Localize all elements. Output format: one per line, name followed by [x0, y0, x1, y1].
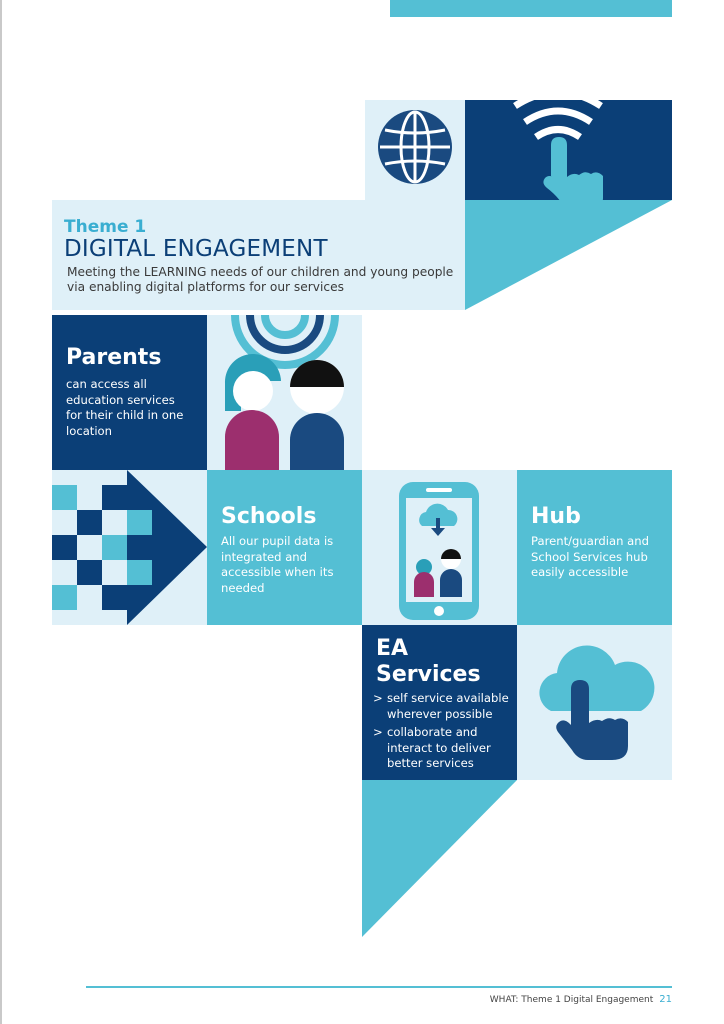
footer-text: WHAT: Theme 1 Digital Engagement	[489, 995, 654, 1005]
footer-rule	[86, 986, 672, 988]
top-accent-bar	[390, 0, 672, 17]
wifi-touch-icon	[465, 100, 672, 200]
hub-tile	[517, 470, 672, 625]
theme-label: Theme 1	[64, 217, 147, 237]
theme-triangle	[465, 200, 672, 310]
ea-services-heading: EA Services	[376, 636, 481, 687]
ea-services-tile	[362, 625, 517, 780]
arrow-icon	[127, 470, 207, 625]
page-edge-rule	[0, 0, 2, 1024]
cloud-touch-icon	[517, 625, 672, 780]
page-number: 21	[659, 994, 672, 1005]
checker-pattern	[52, 485, 127, 610]
people-tile	[207, 315, 362, 470]
ea-services-list	[373, 691, 513, 775]
globe-icon	[365, 100, 465, 200]
wifi-touch-tile	[465, 100, 672, 200]
people-icon	[207, 315, 362, 470]
phone-tile	[362, 470, 517, 625]
list-item: > self service available wherever possible	[373, 691, 513, 722]
bottom-triangle	[362, 780, 517, 937]
schools-tile	[207, 470, 362, 625]
theme-description: Meeting the LEARNING needs of our children and young people via enabling digital platforms for our services	[67, 265, 454, 294]
cloud-touch-tile	[517, 625, 672, 780]
schools-text: All our pupil data is integrated and accessible when its needed	[221, 534, 334, 595]
theme-title: DIGITAL ENGAGEMENT	[64, 236, 328, 262]
globe-tile	[365, 100, 465, 200]
hub-text: Parent/guardian and School Services hub easily accessible	[531, 534, 649, 579]
footer	[480, 994, 672, 1005]
hub-heading: Hub	[531, 504, 581, 529]
arrow-tile	[52, 470, 207, 625]
phone-icon	[362, 470, 517, 625]
parents-tile	[52, 315, 207, 470]
list-item: > collaborate and interact to deliver better services	[373, 725, 513, 772]
schools-heading: Schools	[221, 504, 317, 529]
parents-heading: Parents	[66, 345, 162, 370]
parents-text: can access all education services for their child in one location	[66, 377, 184, 438]
